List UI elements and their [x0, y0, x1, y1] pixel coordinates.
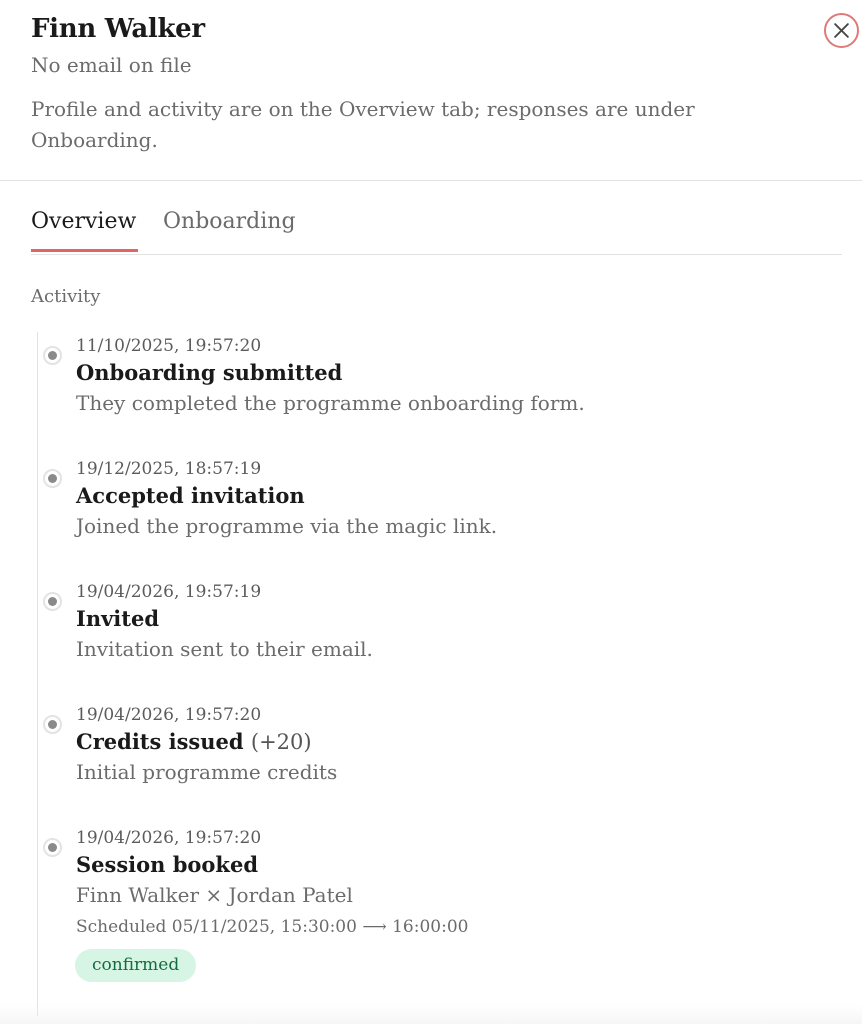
timeline-dot-icon	[43, 592, 62, 611]
event-body: Finn Walker × Jordan Patel	[76, 883, 353, 907]
event-title	[76, 729, 312, 754]
event-body: Invitation sent to their email.	[76, 637, 373, 661]
profile-name: Finn Walker	[31, 14, 205, 44]
event-title: Session booked	[76, 852, 259, 877]
timeline-dot-icon	[43, 469, 62, 488]
event-timestamp: 19/04/2026, 19:57:19	[76, 582, 262, 602]
timeline-line	[37, 332, 38, 1016]
timeline-dot-icon	[43, 715, 62, 734]
event-title: Invited	[76, 606, 160, 631]
active-tab-indicator	[31, 249, 138, 252]
timeline-dot-icon	[43, 838, 62, 857]
status-badge: confirmed	[75, 949, 196, 982]
tab-bar	[31, 199, 842, 255]
event-title: Accepted invitation	[76, 483, 305, 508]
event-timestamp: 19/04/2026, 19:57:20	[76, 705, 262, 725]
event-title-text: Credits issued	[76, 729, 244, 754]
profile-email: No email on file	[31, 53, 192, 77]
profile-description: Profile and activity are on the Overview tab; responses are under Onboarding.	[31, 97, 695, 152]
profile-header	[0, 0, 862, 181]
session-schedule: Scheduled 05/11/2025, 15:30:00 ⟶ 16:00:00	[76, 917, 469, 937]
activity-label: Activity	[31, 286, 101, 307]
event-title: Onboarding submitted	[76, 360, 343, 385]
tab-overview[interactable]: Overview	[31, 209, 137, 234]
event-timestamp: 19/12/2025, 18:57:19	[76, 459, 262, 479]
event-timestamp: 19/04/2026, 19:57:20	[76, 828, 262, 848]
close-button[interactable]	[824, 13, 859, 48]
event-timestamp: 11/10/2025, 19:57:20	[76, 336, 262, 356]
timeline-dot-icon	[43, 346, 62, 365]
event-body: They completed the programme onboarding form.	[76, 391, 585, 415]
credits-amount: (+20)	[250, 730, 312, 754]
bottom-fade	[0, 1004, 862, 1024]
event-body: Initial programme credits	[76, 760, 338, 784]
tab-onboarding[interactable]: Onboarding	[163, 209, 296, 234]
event-body: Joined the programme via the magic link.	[76, 514, 498, 538]
close-icon	[833, 22, 850, 39]
